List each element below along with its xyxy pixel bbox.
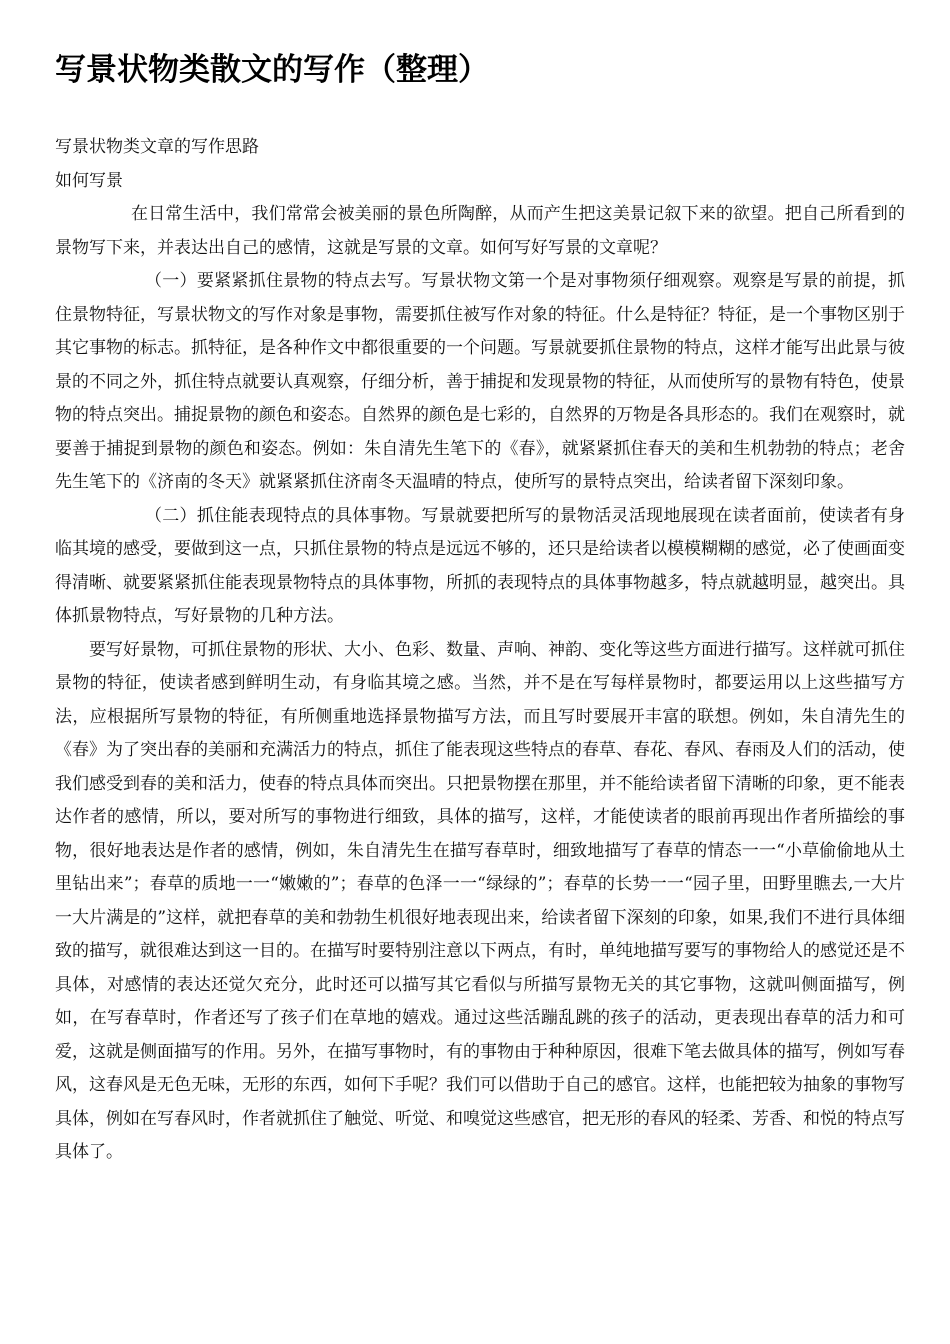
paragraph-point-two: （二）抓住能表现特点的具体事物。写景就要把所写的景物活灵活现地展现在读者面前，使读者有身临其境的感受，要做到这一点，只抓住景物的特点是远远不够的，还只是给读者以模模糊糊的感觉，必了使画面变得清晰、就要紧紧抓住能表现景物特点的具体事物，所抓的表现特点的具体事物越多，特点就越明显，越突出。具体抓景物特点，写好景物的几种方法。 <box>55 505 905 626</box>
document-title: 写景状物类散文的写作（整理） <box>55 52 489 88</box>
document-body <box>55 131 905 1170</box>
paragraph-methods: 要写好景物，可抓住景物的形状、大小、色彩、数量、声响、神韵、变化等这些方面进行描写。这样就可抓住景物的特征，使读者感到鲜明生动，有身临其境之感。当然，并不是在写每样景物时，都要运用以上这些描写方法，应根据所写景物的特征，有所侧重地选择景物描写方法，而且写时要展开丰富的联想。例如，朱自清先生的《春》为了突出春的美丽和充满活力的特点，抓住了能表现这些特点的春草、春花、春风、春雨及人们的活动，使我们感受到春的美和活力，使春的特点具体而突出。只把景物摆在那里，并不能给读者留下清晰的印象，更不能表达作者的感情，所以，要对所写的事物进行细致，具体的描写，这样，才能使读者的眼前再现出作者所描绘的事物，很好地表达是作者的感情，例如，朱自清先生在描写春草时，细致地描写了春草的情态一一“小草偷偷地从土里钻出来”；春草的质地一一“嫩嫩的”；春草的色泽一一“绿绿的”；春草的长势一一“园子里，田野里瞧去,一大片一大片满是的”这样，就把春草的美和勃勃生机很好地表现出来，给读者留下深刻的印象，如果,我们不进行具体细致的描写，就很难达到这一目的。在描写时要特别注意以下两点，有时，单纯地描写要写的事物给人的感觉还是不具体，对感情的表达还觉欠充分，此时还可以描写其它看似与所描写景物无关的其它事物，这就叫侧面描写，例如，在写春草时，作者还写了孩子们在草地的嬉戏。通过这些活蹦乱跳的孩子的活动，更表现出春草的活力和可爱，这就是侧面描写的作用。另外，在描写事物时，有的事物由于种种原因，很难下笔去做具体的描写，例如写春风，这春风是无色无味，无形的东西，如何下手呢？我们可以借助于自己的感官。这样，也能把较为抽象的事物写具体，例如在写春风时，作者就抓住了触觉、听觉、和嗅觉这些感官，把无形的春风的轻柔、芳香、和悦的特点写具体了。 <box>55 639 905 1162</box>
subtitle-line: 写景状物类文章的写作思路 <box>55 137 259 157</box>
paragraph-point-one: （一）要紧紧抓住景物的特点去写。写景状物文第一个是对事物须仔细观察。观察是写景的前提，抓住景物特征，写景状物文的写作对象是事物，需要抓住被写作对象的特征。什么是特征？特征，是一个事物区别于其它事物的标志。抓特征，是各种作文中都很重要的一个问题。写景就要抓住景物的特点，这样才能写出此景与彼景的不同之外，抓住特点就要认真观察，仔细分析，善于捕捉和发现景物的特征，从而使所写的景物有特色，使景物的特点突出。捕捉景物的颜色和姿态。自然界的颜色是七彩的，自然界的万物是各具形态的。我们在观察时，就要善于捕捉到景物的颜色和姿态。例如：朱自清先生笔下的《春》，就紧紧抓住春天的美和生机勃勃的特点；老舍先生笔下的《济南的冬天》就紧紧抓住济南冬天温晴的特点，使所写的景特点突出，给读者留下深刻印象。 <box>55 271 905 492</box>
paragraph-intro: 在日常生活中，我们常常会被美丽的景色所陶醉，从而产生把这美景记叙下来的欲望。把自己所看到的景物写下来，并表达出自己的感情，这就是写景的文章。如何写好写景的文章呢？ <box>55 204 905 258</box>
section-heading: 如何写景 <box>55 170 123 191</box>
